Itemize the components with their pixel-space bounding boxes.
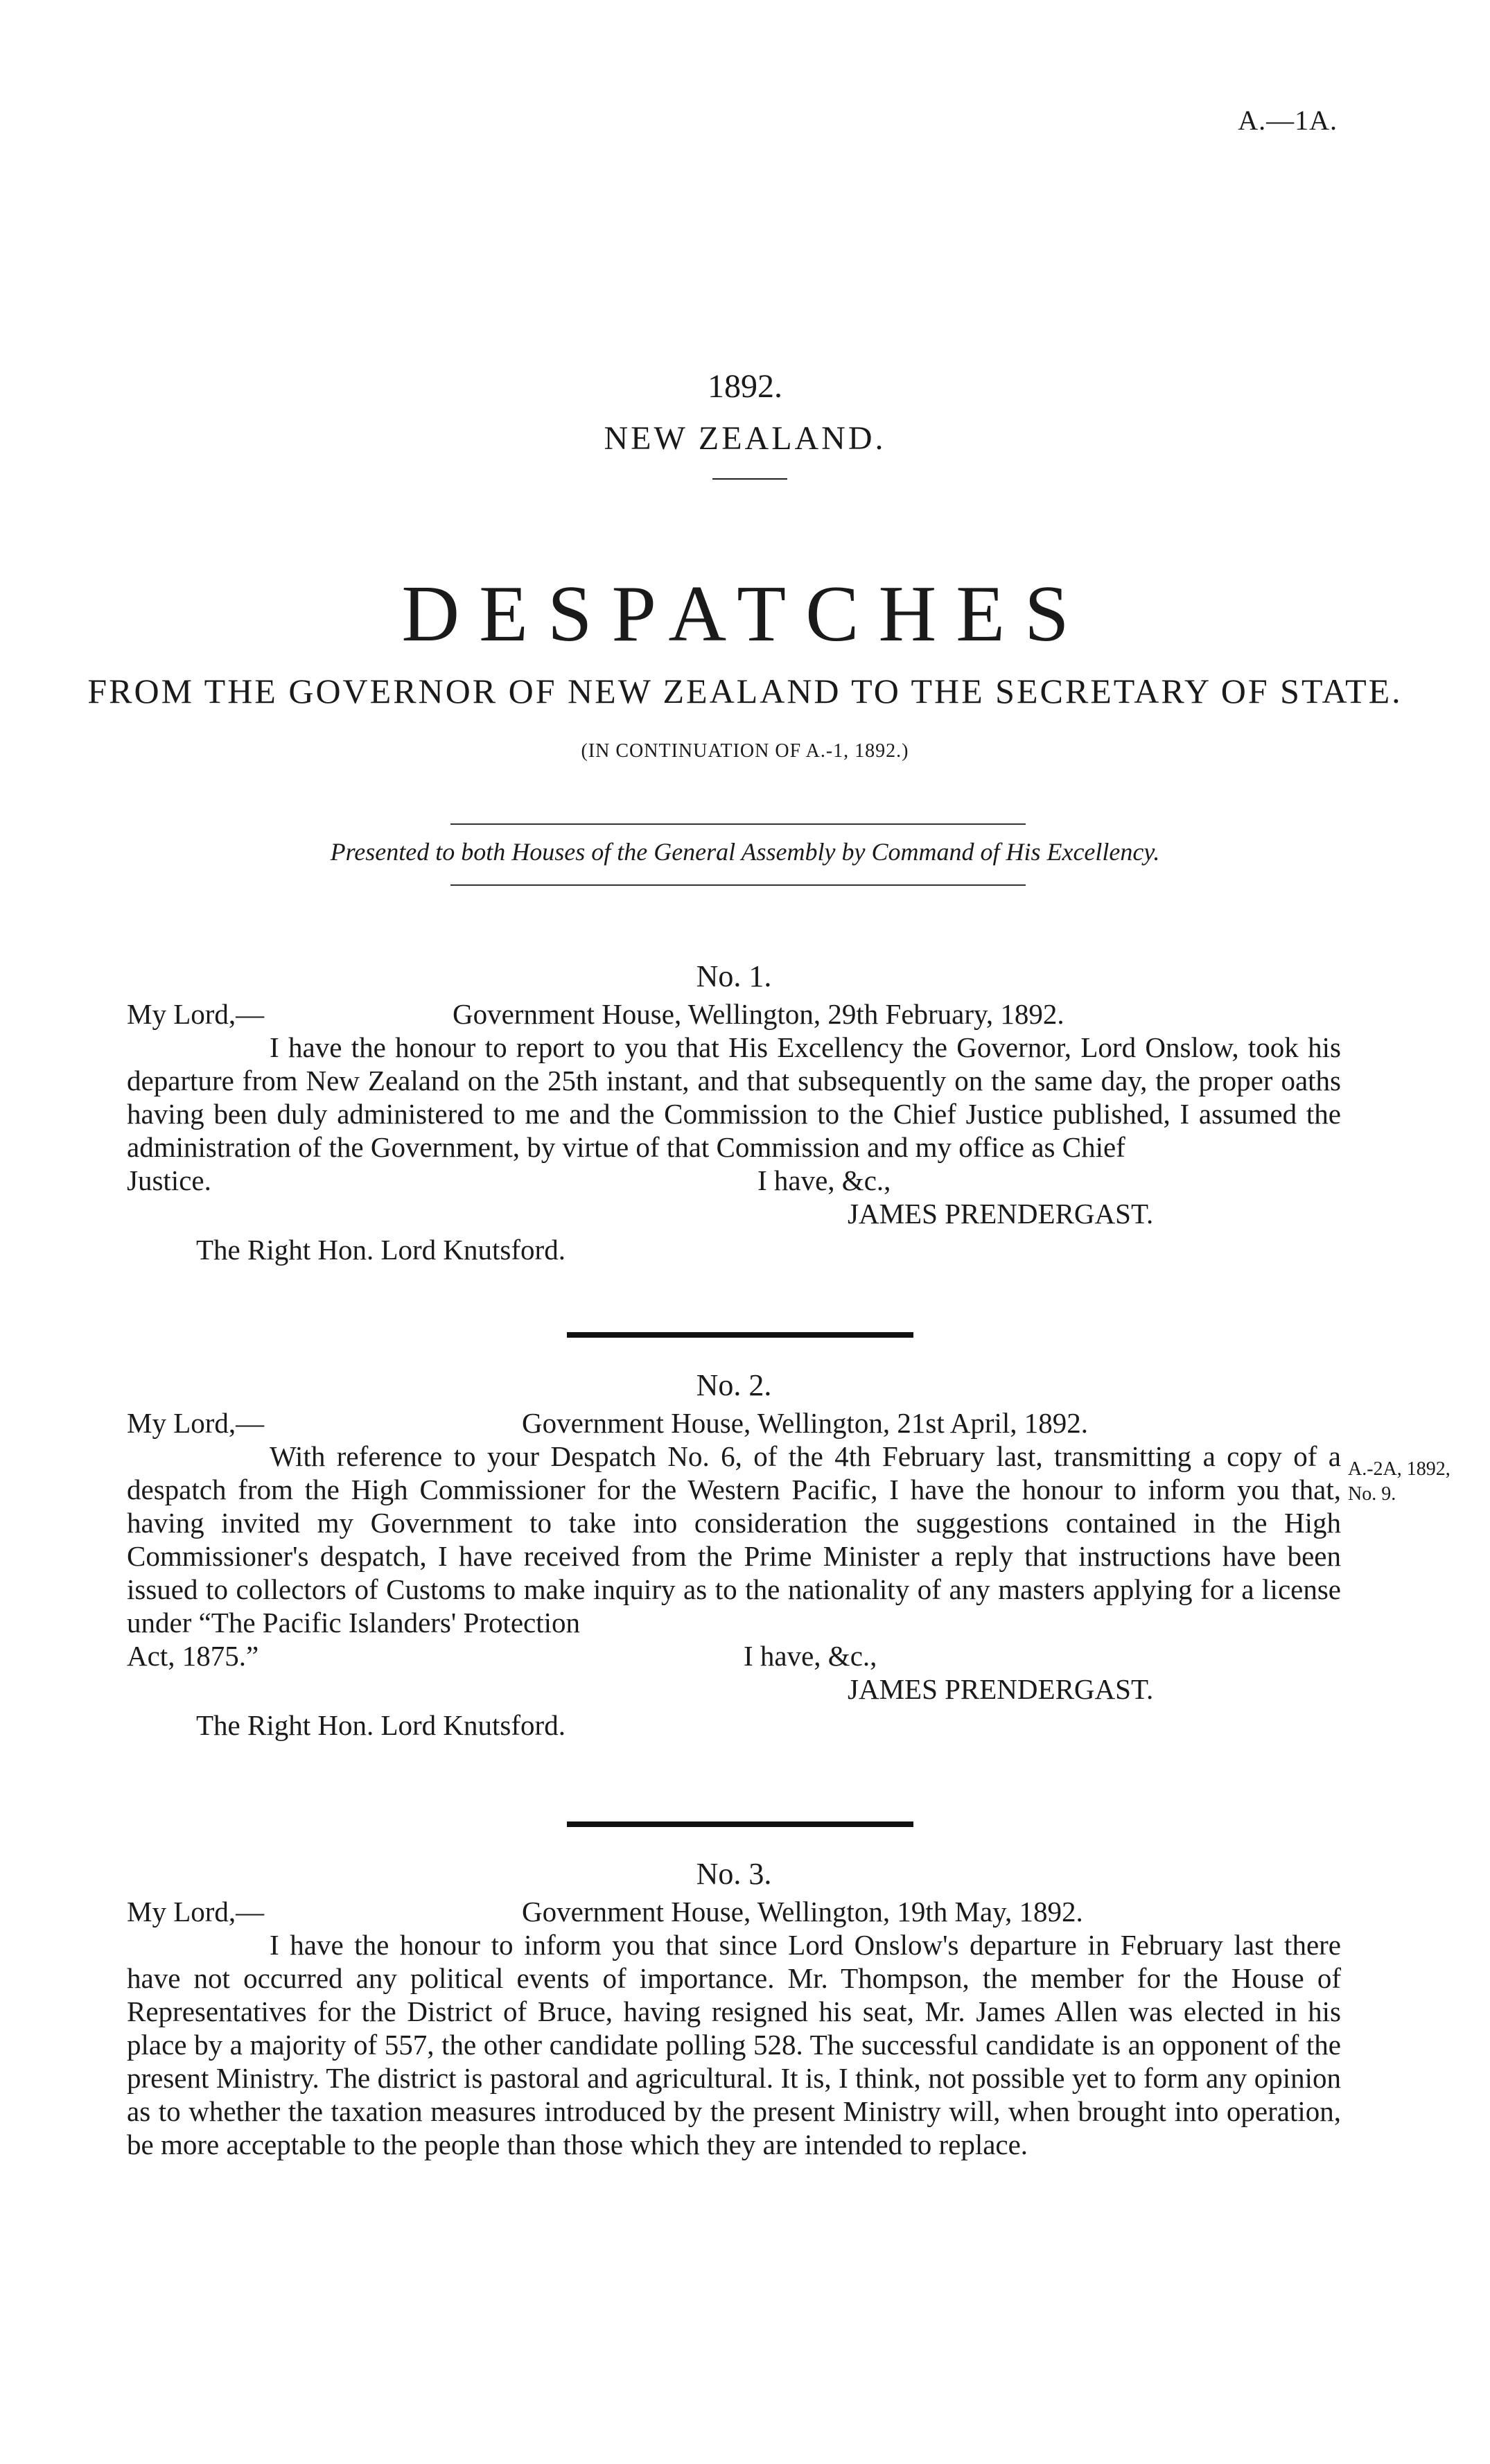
- section-divider: [567, 1821, 913, 1827]
- despatch-body: I have the honour to report to you that His Excellency the Governor, Lord Onslow, took his departure from New Zealand on the 25th instant, and that subsequently on the same day, the proper oaths having been duly administered to me and the Commission to the Chief Justice published, I assumed the administration of the Government, by virtue of that Commission and my office as Chief: [127, 1031, 1341, 1163]
- country: NEW ZEALAND.: [604, 420, 886, 457]
- document-code: A.—1A.: [1238, 105, 1338, 136]
- body-tail: Act, 1875.”: [127, 1640, 259, 1672]
- signature: JAMES PRENDERGAST.: [848, 1673, 1154, 1705]
- despatch-number: No. 2.: [696, 1368, 772, 1402]
- main-title: DESPATCHES: [401, 570, 1089, 658]
- addressee: The Right Hon. Lord Knutsford.: [196, 1709, 566, 1741]
- dateline: Government House, Wellington, 29th February, 1892.: [453, 998, 1064, 1030]
- salutation: My Lord,—: [127, 998, 265, 1030]
- salutation: My Lord,—: [127, 1896, 265, 1928]
- section-divider: [567, 1332, 913, 1338]
- despatch-2: [127, 1369, 1341, 1742]
- dateline: Government House, Wellington, 19th May, 1892.: [522, 1896, 1083, 1928]
- despatch-number: No. 1.: [696, 959, 772, 993]
- presented-line: Presented to both Houses of the General Assembly by Command of His Excellency.: [330, 838, 1160, 866]
- signature: JAMES PRENDERGAST.: [848, 1198, 1154, 1230]
- subtitle: FROM THE GOVERNOR OF NEW ZEALAND TO THE SECRETARY OF STATE.: [87, 672, 1403, 710]
- rule: [450, 884, 1026, 886]
- salutation: My Lord,—: [127, 1407, 265, 1439]
- closing: I have, &c.,: [757, 1164, 891, 1196]
- addressee: The Right Hon. Lord Knutsford.: [196, 1234, 566, 1266]
- year: 1892.: [708, 368, 782, 405]
- despatch-body: With reference to your Despatch No. 6, of the 4th February last, transmitting a copy of a despatch from the High Commissioner for the Western Pacific, I have the honour to inform you that, having invited my Government to take into consideration the suggestions contained in the High Commissioner's despatch, I have received from the Prime Minister a reply that instructions have been issued to collectors of Customs to make inquiry as to the nationality of any masters applying for a license under “The Pacific Islanders' Protection: [127, 1440, 1341, 1639]
- despatch-body: I have the honour to inform you that since Lord Onslow's departure in February last there have not occurred any political events of importance. Mr. Thompson, the member for the House of Representatives for the District of Bruce, having resigned his seat, Mr. James Allen was elected in his place by a majority of 557, the other candidate polling 528. The successful candidate is an opponent of the present Ministry. The district is pastoral and agricultural. It is, I think, not possible yet to form any opinion as to whether the taxation measures introduced by the present Ministry will, when brought into operation, be more acceptable to the people than those which they are intended to replace.: [127, 1929, 1341, 2160]
- dateline: Government House, Wellington, 21st April, 1892.: [522, 1407, 1089, 1439]
- rule: [450, 823, 1026, 825]
- closing: I have, &c.,: [744, 1640, 877, 1672]
- despatch-number: No. 3.: [696, 1857, 772, 1891]
- continuation-note: (IN CONTINUATION OF A.-1, 1892.): [581, 740, 909, 762]
- despatch-3: [127, 1858, 1341, 2161]
- short-rule: [712, 478, 787, 480]
- despatch-1: [127, 960, 1341, 1266]
- body-tail: Justice.: [127, 1164, 211, 1196]
- margin-reference: A.-2A, 1892, No. 9.: [1348, 1458, 1450, 1505]
